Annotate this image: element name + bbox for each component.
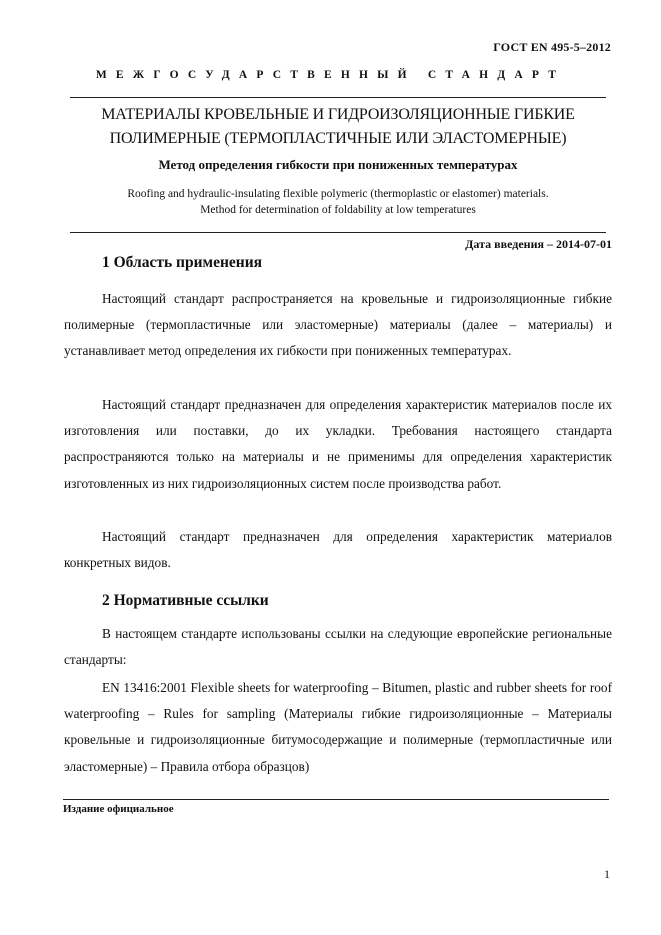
section-2-heading: 2 Нормативные ссылки (102, 592, 269, 609)
section-1-paragraph-2: Настоящий стандарт предназначен для определения характеристик материалов после их изготовления или поставки, до их укладки. Требования настоящего стандарта распространяются только на материалы и не применимы для определения характеристик изготовленных из них гидроизоляционных систем после производства работ. (64, 397, 612, 491)
interstate-standard-label: МЕЖГОСУДАРСТВЕННЫЙ СТАНДАРТ (95, 69, 566, 81)
document-title (60, 103, 616, 151)
english-title (40, 186, 636, 218)
section-2-paragraph-1: В настоящем стандарте использованы ссылки на следующие европейские региональные стандарты: (64, 626, 612, 668)
footer-divider (63, 799, 609, 800)
header-divider (70, 97, 606, 98)
english-title-line-1: Roofing and hydraulic-insulating flexible polymeric (thermoplastic or elastomer) materials. (127, 188, 549, 200)
introduction-date: Дата введения – 2014-07-01 (465, 237, 612, 251)
section-1-paragraph-3: Настоящий стандарт предназначен для определения характеристик материалов конкретных видов. (64, 529, 612, 571)
standard-code: ГОСТ EN 495-5–2012 (493, 40, 611, 54)
section-1-heading: 1 Область применения (102, 254, 263, 271)
title-divider (70, 232, 606, 233)
document-subtitle: Метод определения гибкости при пониженных температурах (158, 157, 518, 172)
section-2-reference: EN 13416:2001 Flexible sheets for waterproofing – Bitumen, plastic and rubber sheets for roof waterproofing – Rules for sampling (Материалы гибкие гидроизоляционные – Материалы кровельные и гидроизоляционные битумосодержащие и полимерные (термопластичные или эластомерные) – Правила отбора образцов) (64, 680, 612, 774)
title-line-1: МАТЕРИАЛЫ КРОВЕЛЬНЫЕ И ГИДРОИЗОЛЯЦИОННЫЕ ГИБКИЕ (101, 106, 575, 123)
section-1-paragraph-1: Настоящий стандарт распространяется на кровельные и гидроизоляционные гибкие полимерные (термопластичные или эластомерные) материалы (далее – материалы) и устанавливает метод определения их гибкости при пониженных температурах. (64, 291, 612, 359)
title-line-2: ПОЛИМЕРНЫЕ (ТЕРМОПЛАСТИЧНЫЕ ИЛИ ЭЛАСТОМЕРНЫЕ) (109, 130, 567, 147)
english-title-line-2: Method for determination of foldability at low temperatures (200, 204, 476, 216)
page-number: 1 (604, 867, 610, 881)
edition-label: Издание официальное (63, 803, 174, 815)
